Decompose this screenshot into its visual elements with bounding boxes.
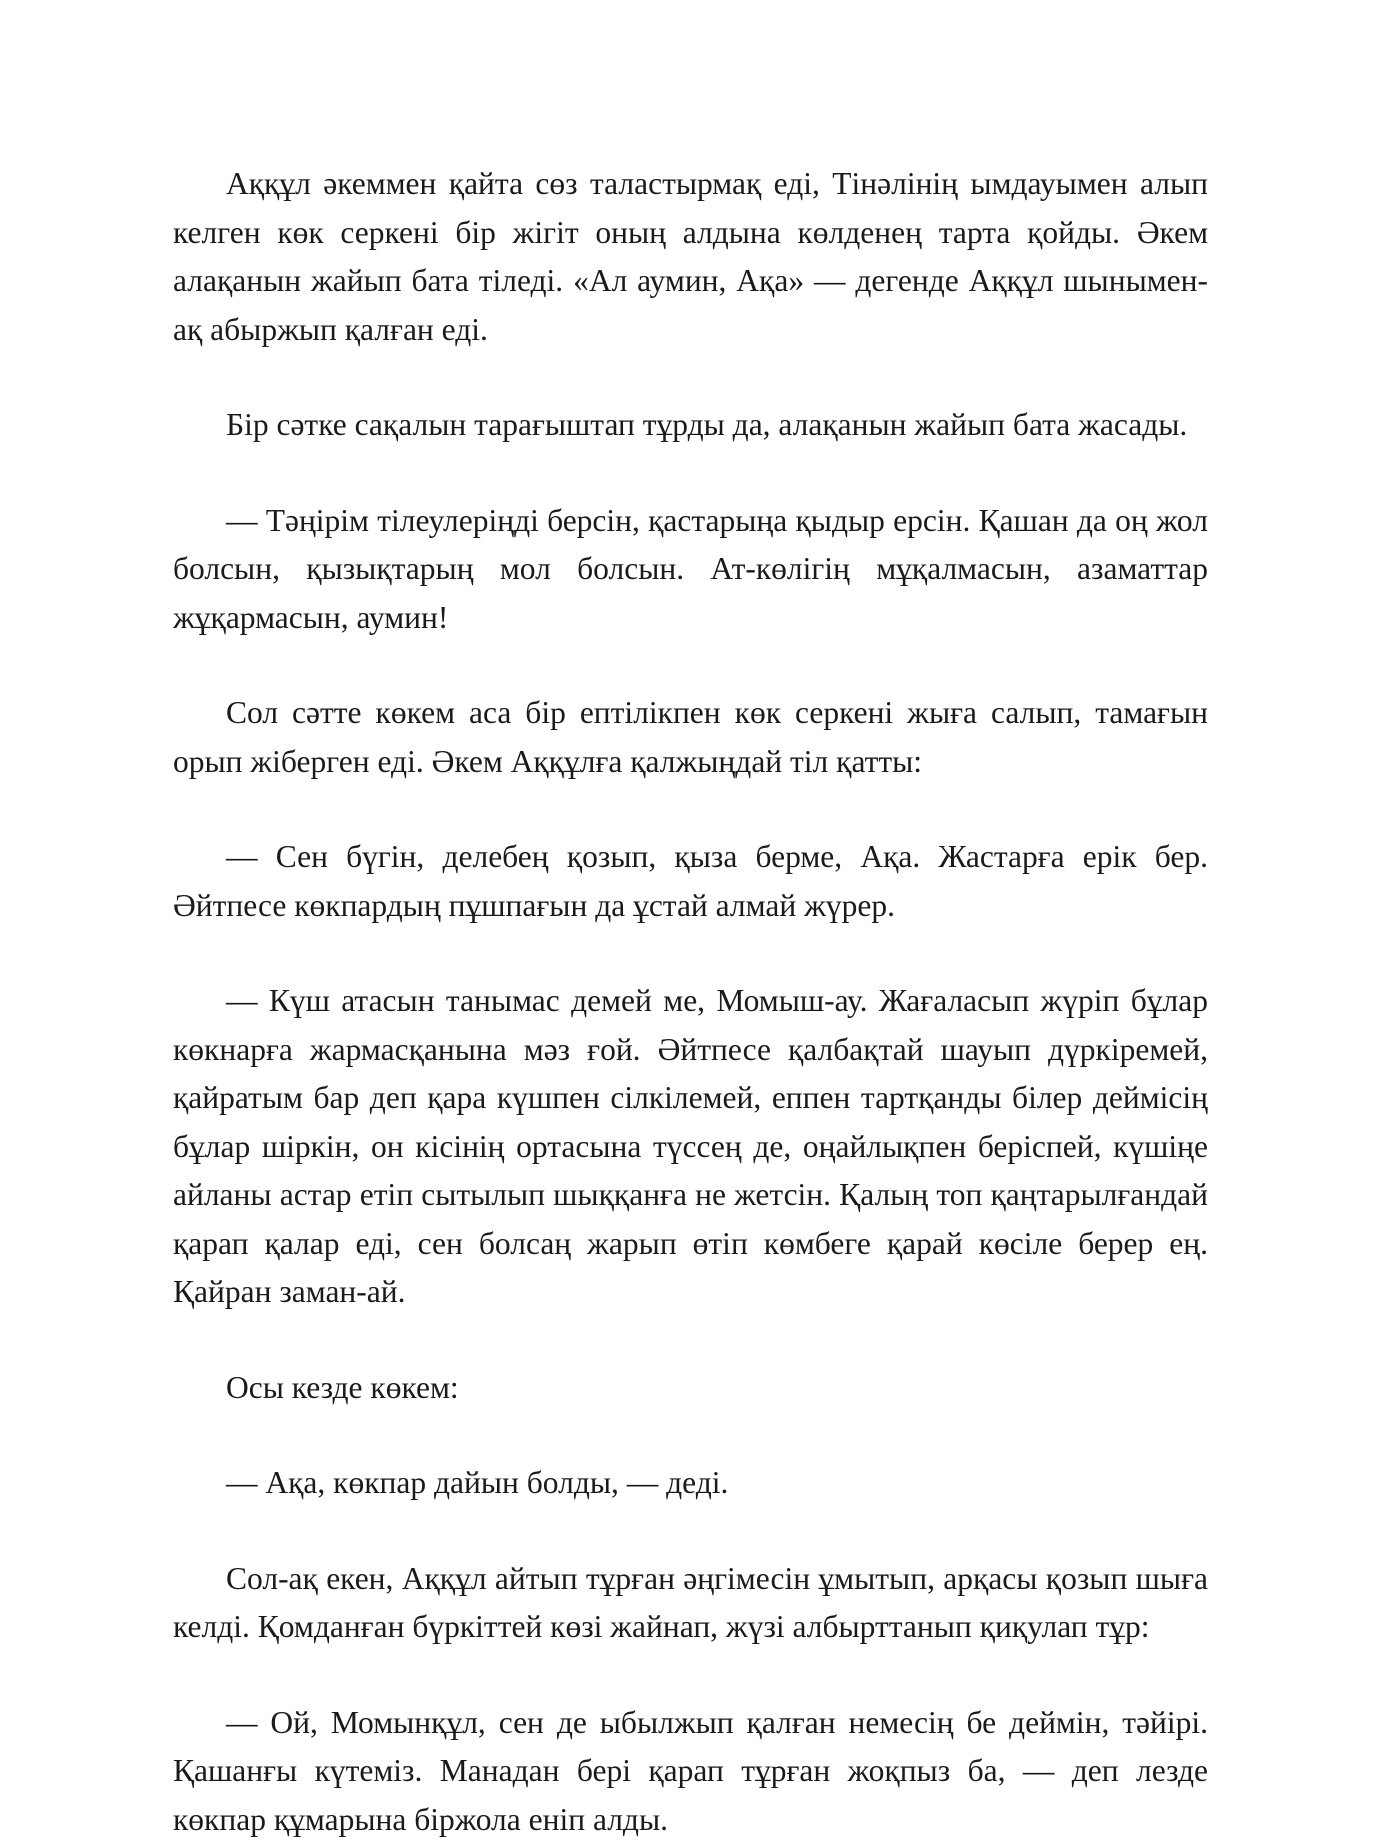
paragraph: Сол-ақ екен, Аққұл айтып тұрған әңгімесін ұмытып, арқасы қозып шыға келді. Қомданған бүркіттей көзі жайнап, жүзі албырттанып қиқулап тұр: — [173, 1555, 1208, 1652]
paragraph: Аққұл әкеммен қайта сөз таластырмақ еді, Тінәлінің ымдауымен алып келген көк серкені бір жігіт оның алдына көлденең тарта қойды. Әкем алақанын жайып бата тіледі. «Ал аумин, Ақа» — дегенде Аққұл шынымен-ақ абыржып қалған еді. — [173, 160, 1208, 354]
paragraph: — Ой, Момынқұл, сен де ыбылжып қалған немесің бе деймін, тәйірі. Қашанғы күтеміз. Манадан бері қарап тұрған жоқпыз ба, — деп лезде көкпар құмарына біржола еніп алды. — [173, 1699, 1208, 1844]
paragraph: — Сен бүгін, делебең қозып, қыза берме, Ақа. Жастарға ерік бер. Әйтпесе көкпардың пұшпағын да ұстай алмай жүрер. — [173, 833, 1208, 930]
paragraph: — Күш атасын танымас демей ме, Момыш-ау. Жағаласып жүріп бұлар көкнарға жармасқанына мәз ғой. Әйтпесе қалбақтай шауып дүркіремей, қайратым бар деп қара күшпен сілкілемей, еппен тартқанды білер деймісің бұлар шіркін, он кісінің ортасына түссең де, оңайлықпен беріспей, күшіңе айланы астар етіп сытылып шыққанға не жетсін. Қалың топ қаңтарылғандай қарап қалар еді, сен болсаң жарып өтіп көмбеге қарай көсіле берер ең. Қайран заман-ай. — [173, 977, 1208, 1317]
document-page — [173, 160, 1208, 1844]
paragraph: Сол сәтте көкем аса бір ептілікпен көк серкені жыға салып, тамағын орып жіберген еді. Әкем Аққұлға қалжыңдай тіл қатты: — [173, 689, 1208, 786]
paragraph: Бір сәтке сақалын тарағыштап тұрды да, алақанын жайып бата жасады. — [173, 401, 1208, 450]
paragraph: — Ақа, көкпар дайын болды, — деді. — [173, 1459, 1208, 1508]
paragraph: Осы кезде көкем: — [173, 1364, 1208, 1413]
paragraph: — Тәңірім тілеулеріңді берсін, қастарыңа қыдыр ерсін. Қашан да оң жол болсын, қызықтарың мол болсын. Ат-көлігің мұқалмасын, азаматтар жұқармасын, аумин! — [173, 497, 1208, 643]
